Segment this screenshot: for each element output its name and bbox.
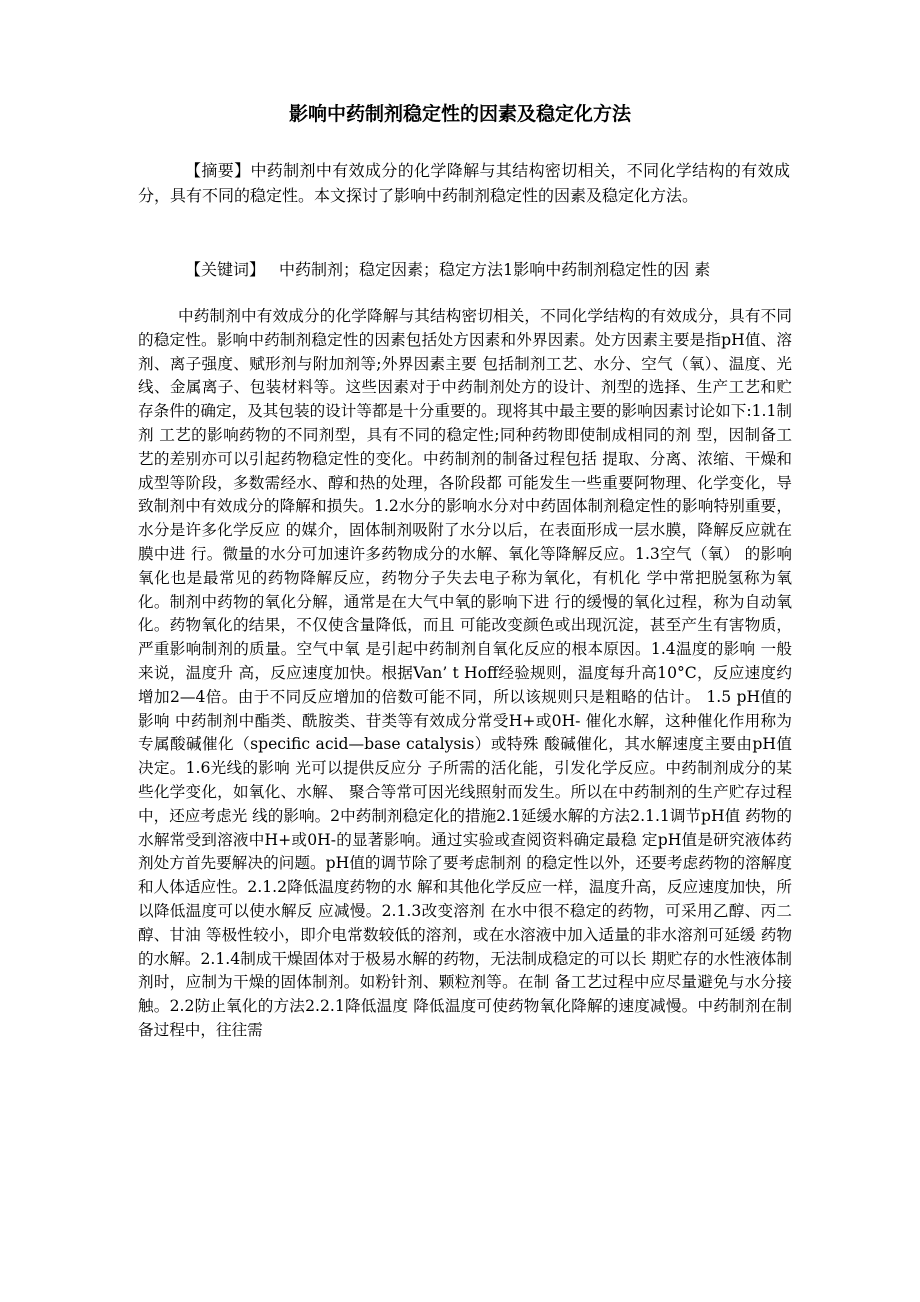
- abstract-paragraph: 【摘要】中药制剂中有效成分的化学降解与其结构密切相关，不同化学结构的有效成分，具有不同的稳定性。本文探讨了影响中药制剂稳定性的因素及稳定化方法。: [138, 161, 790, 205]
- body-paragraph: 中药制剂中有效成分的化学降解与其结构密切相关，不同化学结构的有效成分，具有不同的稳定性。影响中药制剂稳定性的因素包括处方因素和外界因素。处方因素主要是指pH值、溶剂、离子强度、赋形剂与附加剂等;外界因素主要 包括制剂工艺、水分、空气（氧）、温度、光线、金属离子、包装材料等。这些因素对于中药制剂处方的设计、剂型的选择、生产工艺和贮存条件的确定，及其包装的设计等都是十分重要的。现将其中最主要的影响因素讨论如下:1.1制剂 工艺的影响药物的不同剂型，具有不同的稳定性;同种药物即使制成相同的剂 型，因制备工艺的差别亦可以引起药物稳定性的变化。中药制剂的制备过程包括 提取、分离、浓缩、干燥和成型等阶段，多数需经水、醇和热的处理，各阶段都 可能发生一些重要阿物理、化学变化，导致制剂中有效成分的降解和损失。1.2水分的影响水分对中药固体制剂稳定性的影响特别重要，水分是许多化学反应 的媒介，固体制剂吸附了水分以后，在表面形成一层水膜，降解反应就在膜中进 行。微量的水分可加速许多药物成分的水解、氧化等降解反应。1.3空气（氧） 的影响 氧化也是最常见的药物降解反应，药物分子失去电子称为氧化，有机化 学中常把脱氢称为氧化。制剂中药物的氧化分解，通常是在大气中氧的影响下进 行的缓慢的氧化过程，称为自动氧化。药物氧化的结果，不仅使含量降低，而且 可能改变颜色或出现沉淀，甚至产生有害物质，严重影响制剂的质量。空气中氧 是引起中药制剂自氧化反应的根本原因。1.4温度的影响 一般来说，温度升 高，反应速度加快。根据Van’ t Hoff经验规则，温度每升高10°C，反应速度约 增加2—4倍。由于不同反应增加的倍数可能不同，所以该规则只是粗略的估计。 1.5 pH值的影响 中药制剂中酯类、酰胺类、苷类等有效成分常受H+或0H- 催化水解，这种催化作用称为专属酸碱催化（specific acid—base catalysis）或特殊 酸碱催化，其水解速度主要由pH值决定。1.6光线的影响 光可以提供反应分 子所需的活化能，引发化学反应。中药制剂成分的某些化学变化，如氧化、水解、 聚合等常可因光线照射而发生。所以在中药制剂的生产贮存过程中，还应考虑光 线的影响。2中药制剂稳定化的措施2.1延缓水解的方法2.1.1调节pH值 药物的水解常受到溶液中H+或0H-的显著影响。通过实验或查阅资料确定最稳 定pH值是研究液体药剂处方首先要解决的问题。pH值的调节除了要考虑制剂 的稳定性以外，还要考虑药物的溶解度和人体适应性。2.1.2降低温度药物的水 解和其他化学反应一样，温度升高，反应速度加快，所以降低温度可以使水解反 应减慢。2.1.3改变溶剂 在水中很不稳定的药物，可采用乙醇、丙二醇、甘油 等极性较小，即介电常数较低的溶剂，或在水溶液中加入适量的非水溶剂可延缓 药物的水解。2.1.4制成干燥固体对于极易水解的药物，无法制成稳定的可以长 期贮存的水性液体制剂时，应制为干燥的固体制剂。如粉针剂、颗粒剂等。在制 备工艺过程中应尽量避免与水分接触。2.2防止氧化的方法2.2.1降低温度 降低温度可使药物氧化降解的速度减慢。中药制剂在制备过程中，往往需: [138, 307, 792, 1039]
- keywords-text: 中药制剂；稳定因素；稳定方法1影响中药制剂稳定性的因 素: [279, 260, 711, 279]
- document-title: 影响中药制剂稳定性的因素及稳定化方法: [288, 103, 631, 125]
- keywords-paragraph: [138, 257, 798, 282]
- keywords-label: 【关键词】: [185, 260, 266, 279]
